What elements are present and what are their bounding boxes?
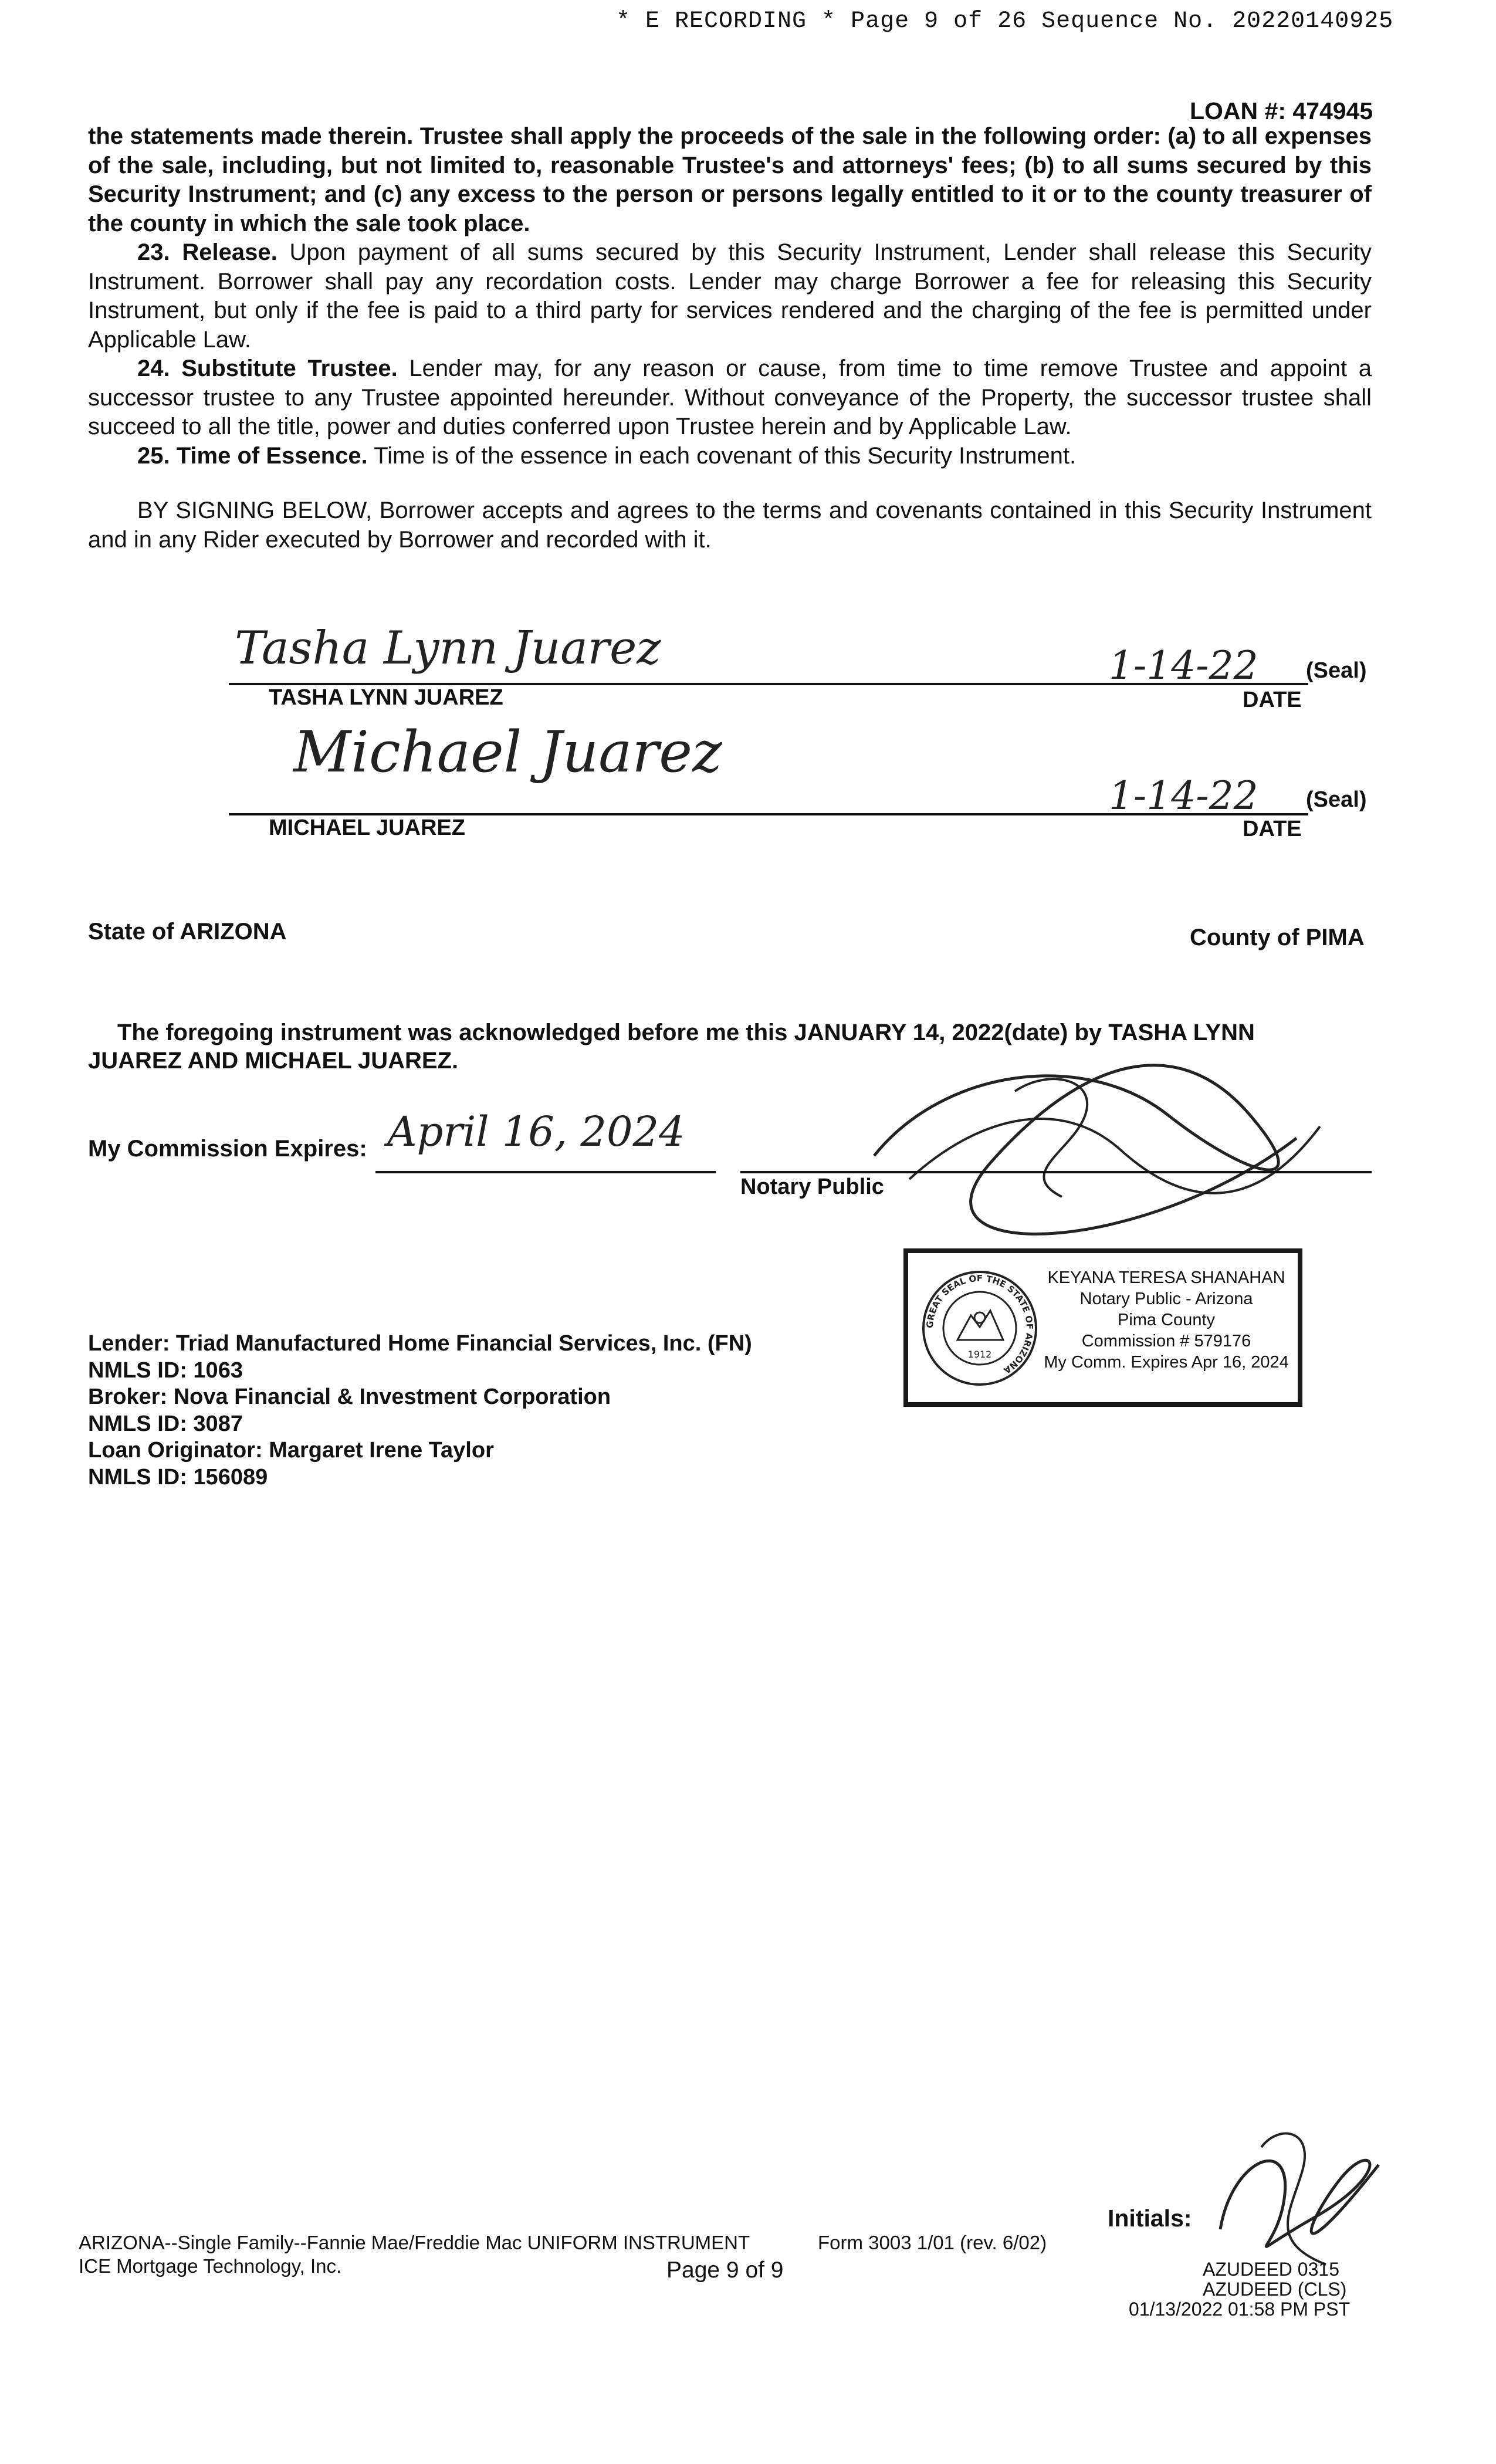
form-number: Form 3003 1/01 (rev. 6/02) bbox=[818, 2232, 1047, 2253]
state-label: State of ARIZONA bbox=[88, 919, 287, 945]
borrower-2-signature: Michael Juarez bbox=[293, 719, 722, 785]
borrower-2-name: MICHAEL JUAREZ bbox=[269, 815, 465, 840]
form-code-2: AZUDEED (CLS) bbox=[1203, 2279, 1347, 2300]
clause-text: Time is of the essence in each covenant of this Security Instrument. bbox=[367, 442, 1077, 469]
seal-label: (Seal) bbox=[1306, 787, 1367, 812]
borrower-2-date-handwritten: 1-14-22 bbox=[1109, 773, 1258, 818]
stamp-commission: Commission # 579176 bbox=[1081, 1332, 1251, 1351]
lender-info bbox=[88, 1331, 752, 1491]
signing-statement: BY SIGNING BELOW, Borrower accepts and agrees to the terms and covenants contained in this Security Instrument and in any Rider executed by Borrower and recorded with it. bbox=[88, 497, 1372, 553]
commission-line bbox=[375, 1171, 716, 1173]
form-title: ARIZONA--Single Family--Fannie Mae/Freddie Mac UNIFORM INSTRUMENT bbox=[79, 2232, 750, 2253]
form-vendor: ICE Mortgage Technology, Inc. bbox=[79, 2255, 342, 2277]
form-code-1: AZUDEED 0315 bbox=[1203, 2259, 1339, 2280]
lender-nmls: NMLS ID: 1063 bbox=[88, 1358, 243, 1383]
clause-heading: 23. Release. bbox=[137, 239, 277, 265]
county-label: County of PIMA bbox=[1190, 925, 1365, 950]
clause-text: Upon payment of all sums secured by this Security Instrument, Lender shall release this Security Instrument. Borrower shall pay any recordation costs. Lender may charge Borrower a fee for releasing this Security Instrument, but only if the fee is paid to a third party for services rendered and the charging of the fee is permitted under Applicable Law. bbox=[88, 239, 1372, 353]
clause-text: Lender may, for any reason or cause, from time to time remove Trustee and appoint a successor trustee to any Trustee appointed hereunder. Without conveyance of the Property, the successor trustee shall succeed to all the title, power and duties conferred upon Trustee herein and by Applicable Law. bbox=[88, 356, 1372, 439]
clause-23 bbox=[88, 238, 1372, 354]
clause-24 bbox=[88, 354, 1372, 442]
stamp-county: Pima County bbox=[1117, 1311, 1215, 1329]
stamp-lines bbox=[1043, 1267, 1289, 1373]
stamp-expires: My Comm. Expires Apr 16, 2024 bbox=[1044, 1353, 1289, 1372]
clause-heading: 25. Time of Essence. bbox=[137, 442, 368, 469]
broker-nmls: NMLS ID: 3087 bbox=[88, 1411, 243, 1436]
date-label: DATE bbox=[1243, 688, 1302, 712]
initials-label: Initials: bbox=[1108, 2205, 1192, 2232]
seal-label: (Seal) bbox=[1306, 658, 1367, 683]
notary-line bbox=[740, 1171, 1372, 1173]
loan-number: LOAN #: 474945 bbox=[1190, 97, 1373, 124]
stamp-notary-title: Notary Public - Arizona bbox=[1079, 1289, 1253, 1308]
form-timestamp: 01/13/2022 01:58 PM PST bbox=[1129, 2299, 1351, 2320]
clause-22-tail: the statements made therein. Trustee shall apply the proceeds of the sale in the following order: (a) to all expenses of the sale, including, but not limited to, reasonable Trustee's and attorneys' fees; (b) to all sums secured by this Security Instrument; and (c) any excess to the person or persons legally entitled to it or to the county treasurer of the county in which the sale took place. bbox=[88, 123, 1372, 236]
notary-signature bbox=[839, 1044, 1367, 1255]
clause-25 bbox=[88, 442, 1372, 471]
commission-expires-handwritten: April 16, 2024 bbox=[387, 1108, 685, 1156]
page-number: Page 9 of 9 bbox=[666, 2257, 784, 2283]
document-body bbox=[88, 122, 1372, 554]
seal-ring-text: GREAT SEAL OF THE STATE OF ARIZONA bbox=[924, 1272, 1035, 1376]
loan-originator-nmls: NMLS ID: 156089 bbox=[88, 1464, 268, 1490]
loan-originator-line: Loan Originator: Margaret Irene Taylor bbox=[88, 1438, 494, 1463]
borrower-1-signature: Tasha Lynn Juarez bbox=[235, 622, 661, 675]
acknowledgment: The foregoing instrument was acknowledged before me this JANUARY 14, 2022(date) by TASHA LYNN JUAREZ AND MICHAEL JUAREZ. bbox=[88, 1020, 1255, 1074]
recording-header: * E RECORDING * Page 9 of 26 Sequence No. 20220140925 bbox=[616, 8, 1394, 35]
commission-expires-label: My Commission Expires: bbox=[88, 1136, 367, 1162]
borrower-1-date-handwritten: 1-14-22 bbox=[1109, 643, 1258, 688]
borrower-1-name: TASHA LYNN JUAREZ bbox=[269, 685, 503, 710]
broker-line: Broker: Nova Financial & Investment Corporation bbox=[88, 1385, 611, 1409]
notary-stamp bbox=[903, 1248, 1302, 1407]
date-label: DATE bbox=[1243, 817, 1302, 841]
lender-line: Lender: Triad Manufactured Home Financial Services, Inc. (FN) bbox=[88, 1331, 752, 1356]
state-seal-icon bbox=[921, 1270, 1038, 1387]
stamp-notary-name: KEYANA TERESA SHANAHAN bbox=[1047, 1268, 1285, 1287]
clause-heading: 24. Substitute Trustee. bbox=[137, 356, 398, 381]
notary-public-label: Notary Public bbox=[740, 1175, 884, 1199]
seal-year: 1912 bbox=[967, 1349, 992, 1360]
